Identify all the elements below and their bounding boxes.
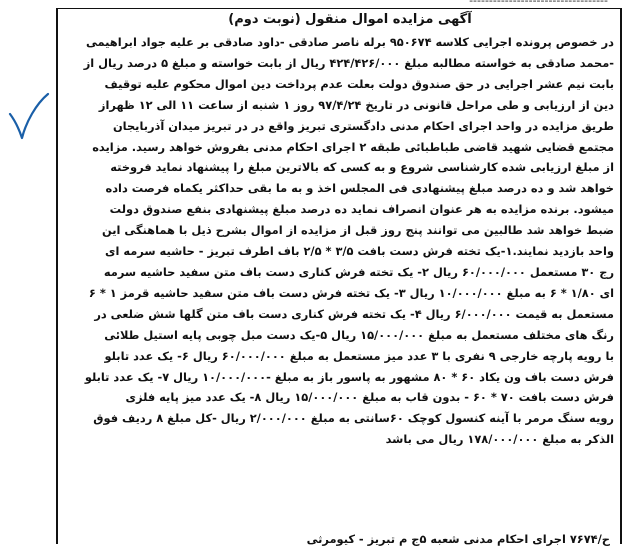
body-line: مستعمل به قیمت ۶/۰۰۰/۰۰۰ ریال ۴- یک تخته فرش کناری دست باف متن گلها شش ضلعی در xyxy=(94,306,614,321)
body-line: طریق مزایده در واحد اجرای احکام مدنی دادگستری تبریز واقع در در تبریز میدان آذربایجان xyxy=(112,118,614,133)
body-line: فرش دست بافت ۷۰ * ۶۰ - بدون قاب به مبلغ ۱۵/۰۰۰/۰۰۰ ریال ۸- یک عدد میز پایه فلزی xyxy=(125,390,614,405)
body-line: خواهد شد و ده درصد مبلغ پیشنهادی فی المجلس اخذ و به ما بقی حداکثر یکماه فرصت داده xyxy=(105,181,614,196)
notice-footer: ح/۷۶۷۴ اجرای احکام مدنی شعبه ۵ج م تبریز - کیومرثی xyxy=(306,532,610,546)
body-line: رج ۳۰ مستعمل ۶۰/۰۰۰/۰۰۰ ریال ۲- یک تخته فرش کناری دست باف متن سفید حاشیه سرمه xyxy=(103,264,614,279)
body-line: میشود. برنده مزایده به هر عنوان انصراف نماید ده درصد مبلغ پیشنهادی بنفع صندوق دولت xyxy=(109,202,614,217)
body-line: دین از ارزیابی و طی مراحل قانونی در تاریخ ۹۷/۴/۲۴ روز ۱ شنبه از ساعت ۱۱ الی ۱۲ ظهراز xyxy=(98,97,614,112)
body-line: واحد بازدید نمایند.۱-یک تخته فرش دست بافت ۳/۵ * ۲/۵ باف اطرف تبریز - حاشیه سرمه ای xyxy=(105,244,614,259)
body-line: بابت نیم عشر اجرایی در حق صندوق دولت بعلت عدم پرداخت دین اموال محکوم علیه توقیف xyxy=(104,76,614,91)
body-line: فرش دست باف ون یکاد ۶۰ * ۸۰ مشهور به پاسور باز به مبلغ -۱۰/۰۰۰/۰۰۰ ریال ۷- یک عدد تابلو xyxy=(84,369,614,384)
body-line: از مبلغ ارزیابی شده کارشناسی شروع و به کسی که بالاترین مبلغ را پیشنهاد نماید فروخته xyxy=(110,160,614,175)
body-line: -محمد صادقی به خواسته مطالبه مبلغ ۴۲۴/۴۲۶/۰۰۰ ریال از بابت خواسته و مبلغ ۵ درصد ریال از xyxy=(83,55,614,70)
notice-title: آگهی مزایده اموال منقول (نوبت دوم) xyxy=(228,12,472,27)
body-line: ای ۱/۸۰ * ۶ به مبلغ ۱۰/۰۰۰/۰۰۰ ریال ۳- یک تخته فرش دست باف متن سفید حاشیه قرمز ۱ * ۶ xyxy=(88,285,614,300)
body-line: رویه سنگ مرمر با آینه کنسول کوچک ۶۰سانتی به مبلغ ۲/۰۰۰/۰۰۰ ریال -کل مبلغ ۸ ردیف فوق xyxy=(93,411,614,426)
body-line: با رویه پارچه خارجی ۹ نفری با ۳ عدد میز مستعمل به مبلغ ۶۰/۰۰۰/۰۰۰ ریال ۶- یک عدد تابلو xyxy=(104,348,614,363)
notice-body xyxy=(62,32,614,450)
body-line: مجتمع قضایی شهید قاضی طباطبائی طبقه ۲ اجرای احکام مدنی بفروش خواهد رسید. مزایده xyxy=(92,139,614,154)
body-line: ضبط خواهد شد طالبین می توانند پنج روز قبل از مزایده از اموال بشرح ذیل با هماهنگی این xyxy=(101,223,614,238)
handwritten-check-icon xyxy=(6,92,50,140)
body-line: الذکر به مبلغ ۱۷۸/۰۰۰/۰۰۰ ریال می باشد xyxy=(385,432,614,447)
top-cut-text: ----------------------------------- xyxy=(469,0,608,7)
body-line: در خصوص پرونده اجرایی کلاسه ۹۵۰۶۷۴ برله ناصر صادقی -داود صادقی بر علیه جواد ابراهیمی xyxy=(85,35,614,49)
body-line: رنگ های مختلف مستعمل به مبلغ ۱۵/۰۰۰/۰۰۰ ریال ۵-یک دست مبل چوبی پایه استیل طلائی xyxy=(104,327,614,342)
